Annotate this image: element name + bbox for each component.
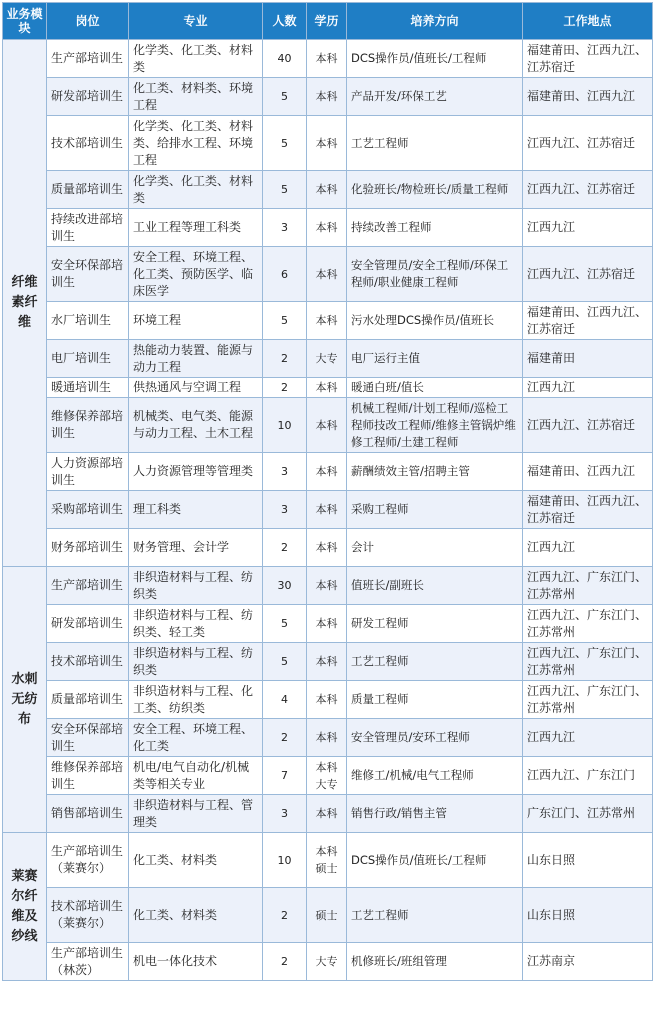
major-cell: 热能动力装置、能源与动力工程 xyxy=(129,340,263,378)
location-cell: 山东日照 xyxy=(523,833,653,888)
major-cell: 非织造材料与工程、纺织类 xyxy=(129,567,263,605)
position-cell: 技术部培训生（莱赛尔） xyxy=(47,888,129,943)
table-row xyxy=(3,719,653,757)
position-cell: 生产部培训生 xyxy=(47,567,129,605)
header-major: 专业 xyxy=(129,3,263,40)
direction-cell: 持续改善工程师 xyxy=(347,209,523,247)
direction-cell: 电厂运行主值 xyxy=(347,340,523,378)
table-row xyxy=(3,340,653,378)
header-module: 业务模块 xyxy=(3,3,47,40)
direction-cell: 质量工程师 xyxy=(347,681,523,719)
education-cell: 本科 xyxy=(307,398,347,453)
location-cell: 福建莆田、江西九江 xyxy=(523,78,653,116)
count-cell: 2 xyxy=(263,719,307,757)
location-cell: 江西九江 xyxy=(523,209,653,247)
education-cell: 本科 xyxy=(307,491,347,529)
education-cell: 硕士 xyxy=(307,888,347,943)
direction-cell: 安全管理员/安环工程师 xyxy=(347,719,523,757)
location-cell: 江西九江、广东江门、江苏常州 xyxy=(523,643,653,681)
education-cell: 本科 xyxy=(307,719,347,757)
education-cell: 本科 xyxy=(307,453,347,491)
count-cell: 3 xyxy=(263,453,307,491)
position-cell: 研发部培训生 xyxy=(47,605,129,643)
location-cell: 福建莆田、江西九江 xyxy=(523,453,653,491)
table-row xyxy=(3,78,653,116)
count-cell: 40 xyxy=(263,40,307,78)
table-row xyxy=(3,247,653,302)
position-cell: 采购部培训生 xyxy=(47,491,129,529)
count-cell: 5 xyxy=(263,78,307,116)
table-row xyxy=(3,116,653,171)
major-cell: 化工类、材料类 xyxy=(129,888,263,943)
education-cell: 本科 xyxy=(307,78,347,116)
count-cell: 5 xyxy=(263,171,307,209)
table-row xyxy=(3,529,653,567)
table-row xyxy=(3,757,653,795)
location-cell: 山东日照 xyxy=(523,888,653,943)
location-cell: 江西九江、广东江门、江苏常州 xyxy=(523,681,653,719)
education-cell: 本科 xyxy=(307,378,347,398)
table-row xyxy=(3,398,653,453)
location-cell: 江西九江、广东江门 xyxy=(523,757,653,795)
major-cell: 化工类、材料类、环境工程 xyxy=(129,78,263,116)
position-cell: 持续改进部培训生 xyxy=(47,209,129,247)
location-cell: 江西九江、江苏宿迁 xyxy=(523,116,653,171)
direction-cell: 维修工/机械/电气工程师 xyxy=(347,757,523,795)
position-cell: 生产部培训生（莱赛尔） xyxy=(47,833,129,888)
count-cell: 10 xyxy=(263,833,307,888)
major-cell: 供热通风与空调工程 xyxy=(129,378,263,398)
position-cell: 技术部培训生 xyxy=(47,116,129,171)
table-row xyxy=(3,453,653,491)
count-cell: 6 xyxy=(263,247,307,302)
position-cell: 水厂培训生 xyxy=(47,302,129,340)
position-cell: 安全环保部培训生 xyxy=(47,719,129,757)
location-cell: 江西九江、广东江门、江苏常州 xyxy=(523,567,653,605)
location-cell: 广东江门、江苏常州 xyxy=(523,795,653,833)
education-cell: 大专 xyxy=(307,340,347,378)
direction-cell: 安全管理员/安全工程师/环保工程师/职业健康工程师 xyxy=(347,247,523,302)
education-cell: 本科 xyxy=(307,795,347,833)
table-row xyxy=(3,888,653,943)
direction-cell: 化验班长/物检班长/质量工程师 xyxy=(347,171,523,209)
header-location: 工作地点 xyxy=(523,3,653,40)
location-cell: 福建莆田、江西九江、江苏宿迁 xyxy=(523,40,653,78)
header-row xyxy=(3,3,653,40)
header-education: 学历 xyxy=(307,3,347,40)
education-cell: 本科硕士 xyxy=(307,833,347,888)
education-cell: 本科 xyxy=(307,605,347,643)
position-cell: 暖通培训生 xyxy=(47,378,129,398)
education-cell: 本科 xyxy=(307,247,347,302)
location-cell: 江苏南京 xyxy=(523,943,653,981)
major-cell: 安全工程、环境工程、化工类 xyxy=(129,719,263,757)
education-cell: 本科 xyxy=(307,302,347,340)
count-cell: 2 xyxy=(263,888,307,943)
location-cell: 江西九江、江苏宿迁 xyxy=(523,171,653,209)
major-cell: 理工科类 xyxy=(129,491,263,529)
direction-cell: 研发工程师 xyxy=(347,605,523,643)
position-cell: 质量部培训生 xyxy=(47,171,129,209)
direction-cell: 机修班长/班组管理 xyxy=(347,943,523,981)
header-direction: 培养方向 xyxy=(347,3,523,40)
direction-cell: DCS操作员/值班长/工程师 xyxy=(347,833,523,888)
position-cell: 维修保养部培训生 xyxy=(47,757,129,795)
location-cell: 江西九江 xyxy=(523,529,653,567)
major-cell: 非织造材料与工程、管理类 xyxy=(129,795,263,833)
count-cell: 5 xyxy=(263,116,307,171)
major-cell: 化学类、化工类、材料类 xyxy=(129,40,263,78)
count-cell: 3 xyxy=(263,795,307,833)
direction-cell: 机械工程师/计划工程师/巡检工程师技改工程师/维修主管锅炉维修工程师/土建工程师 xyxy=(347,398,523,453)
major-cell: 机电一体化技术 xyxy=(129,943,263,981)
position-cell: 销售部培训生 xyxy=(47,795,129,833)
direction-cell: 会计 xyxy=(347,529,523,567)
count-cell: 4 xyxy=(263,681,307,719)
direction-cell: 销售行政/销售主管 xyxy=(347,795,523,833)
count-cell: 5 xyxy=(263,605,307,643)
direction-cell: 暖通白班/值长 xyxy=(347,378,523,398)
major-cell: 财务管理、会计学 xyxy=(129,529,263,567)
location-cell: 福建莆田、江西九江、江苏宿迁 xyxy=(523,302,653,340)
count-cell: 3 xyxy=(263,209,307,247)
major-cell: 化工类、材料类 xyxy=(129,833,263,888)
major-cell: 环境工程 xyxy=(129,302,263,340)
position-cell: 生产部培训生 xyxy=(47,40,129,78)
major-cell: 机电/电气自动化/机械类等相关专业 xyxy=(129,757,263,795)
position-cell: 电厂培训生 xyxy=(47,340,129,378)
position-cell: 维修保养部培训生 xyxy=(47,398,129,453)
direction-cell: 采购工程师 xyxy=(347,491,523,529)
table-row xyxy=(3,209,653,247)
location-cell: 江西九江、江苏宿迁 xyxy=(523,247,653,302)
major-cell: 非织造材料与工程、纺织类 xyxy=(129,643,263,681)
major-cell: 非织造材料与工程、纺织类、轻工类 xyxy=(129,605,263,643)
table-row xyxy=(3,605,653,643)
table-row xyxy=(3,302,653,340)
direction-cell: 值班长/副班长 xyxy=(347,567,523,605)
location-cell: 江西九江 xyxy=(523,719,653,757)
position-cell: 技术部培训生 xyxy=(47,643,129,681)
education-cell: 本科大专 xyxy=(307,757,347,795)
position-cell: 安全环保部培训生 xyxy=(47,247,129,302)
table-row xyxy=(3,567,653,605)
education-cell: 本科 xyxy=(307,209,347,247)
count-cell: 5 xyxy=(263,643,307,681)
count-cell: 5 xyxy=(263,302,307,340)
table-row xyxy=(3,491,653,529)
major-cell: 工业工程等理工科类 xyxy=(129,209,263,247)
module-cell: 水刺无纺布 xyxy=(3,567,47,833)
position-cell: 研发部培训生 xyxy=(47,78,129,116)
location-cell: 福建莆田、江西九江、江苏宿迁 xyxy=(523,491,653,529)
education-cell: 本科 xyxy=(307,567,347,605)
direction-cell: DCS操作员/值班长/工程师 xyxy=(347,40,523,78)
recruitment-table xyxy=(2,2,653,981)
education-cell: 本科 xyxy=(307,681,347,719)
position-cell: 生产部培训生（林茨） xyxy=(47,943,129,981)
table-row xyxy=(3,833,653,888)
location-cell: 江西九江、广东江门、江苏常州 xyxy=(523,605,653,643)
table-row xyxy=(3,643,653,681)
table-row xyxy=(3,378,653,398)
count-cell: 2 xyxy=(263,943,307,981)
module-cell: 纤维素纤维 xyxy=(3,40,47,567)
major-cell: 化学类、化工类、材料类、给排水工程、环境工程 xyxy=(129,116,263,171)
header-position: 岗位 xyxy=(47,3,129,40)
table-body xyxy=(3,40,653,981)
education-cell: 本科 xyxy=(307,529,347,567)
location-cell: 江西九江、江苏宿迁 xyxy=(523,398,653,453)
major-cell: 机械类、电气类、能源与动力工程、土木工程 xyxy=(129,398,263,453)
direction-cell: 污水处理DCS操作员/值班长 xyxy=(347,302,523,340)
education-cell: 本科 xyxy=(307,171,347,209)
major-cell: 化学类、化工类、材料类 xyxy=(129,171,263,209)
major-cell: 安全工程、环境工程、化工类、预防医学、临床医学 xyxy=(129,247,263,302)
position-cell: 财务部培训生 xyxy=(47,529,129,567)
education-cell: 本科 xyxy=(307,643,347,681)
table-row xyxy=(3,40,653,78)
direction-cell: 产品开发/环保工艺 xyxy=(347,78,523,116)
count-cell: 2 xyxy=(263,378,307,398)
count-cell: 30 xyxy=(263,567,307,605)
education-cell: 本科 xyxy=(307,40,347,78)
direction-cell: 薪酬绩效主管/招聘主管 xyxy=(347,453,523,491)
major-cell: 非织造材料与工程、化工类、纺织类 xyxy=(129,681,263,719)
table-row xyxy=(3,171,653,209)
module-cell: 莱赛尔纤维及纱线 xyxy=(3,833,47,981)
location-cell: 江西九江 xyxy=(523,378,653,398)
count-cell: 3 xyxy=(263,491,307,529)
direction-cell: 工艺工程师 xyxy=(347,888,523,943)
education-cell: 本科 xyxy=(307,116,347,171)
count-cell: 2 xyxy=(263,340,307,378)
count-cell: 10 xyxy=(263,398,307,453)
table-row xyxy=(3,943,653,981)
education-cell: 大专 xyxy=(307,943,347,981)
position-cell: 质量部培训生 xyxy=(47,681,129,719)
count-cell: 2 xyxy=(263,529,307,567)
header-count: 人数 xyxy=(263,3,307,40)
count-cell: 7 xyxy=(263,757,307,795)
table-row xyxy=(3,681,653,719)
position-cell: 人力资源部培训生 xyxy=(47,453,129,491)
table-row xyxy=(3,795,653,833)
major-cell: 人力资源管理等管理类 xyxy=(129,453,263,491)
location-cell: 福建莆田 xyxy=(523,340,653,378)
direction-cell: 工艺工程师 xyxy=(347,643,523,681)
direction-cell: 工艺工程师 xyxy=(347,116,523,171)
